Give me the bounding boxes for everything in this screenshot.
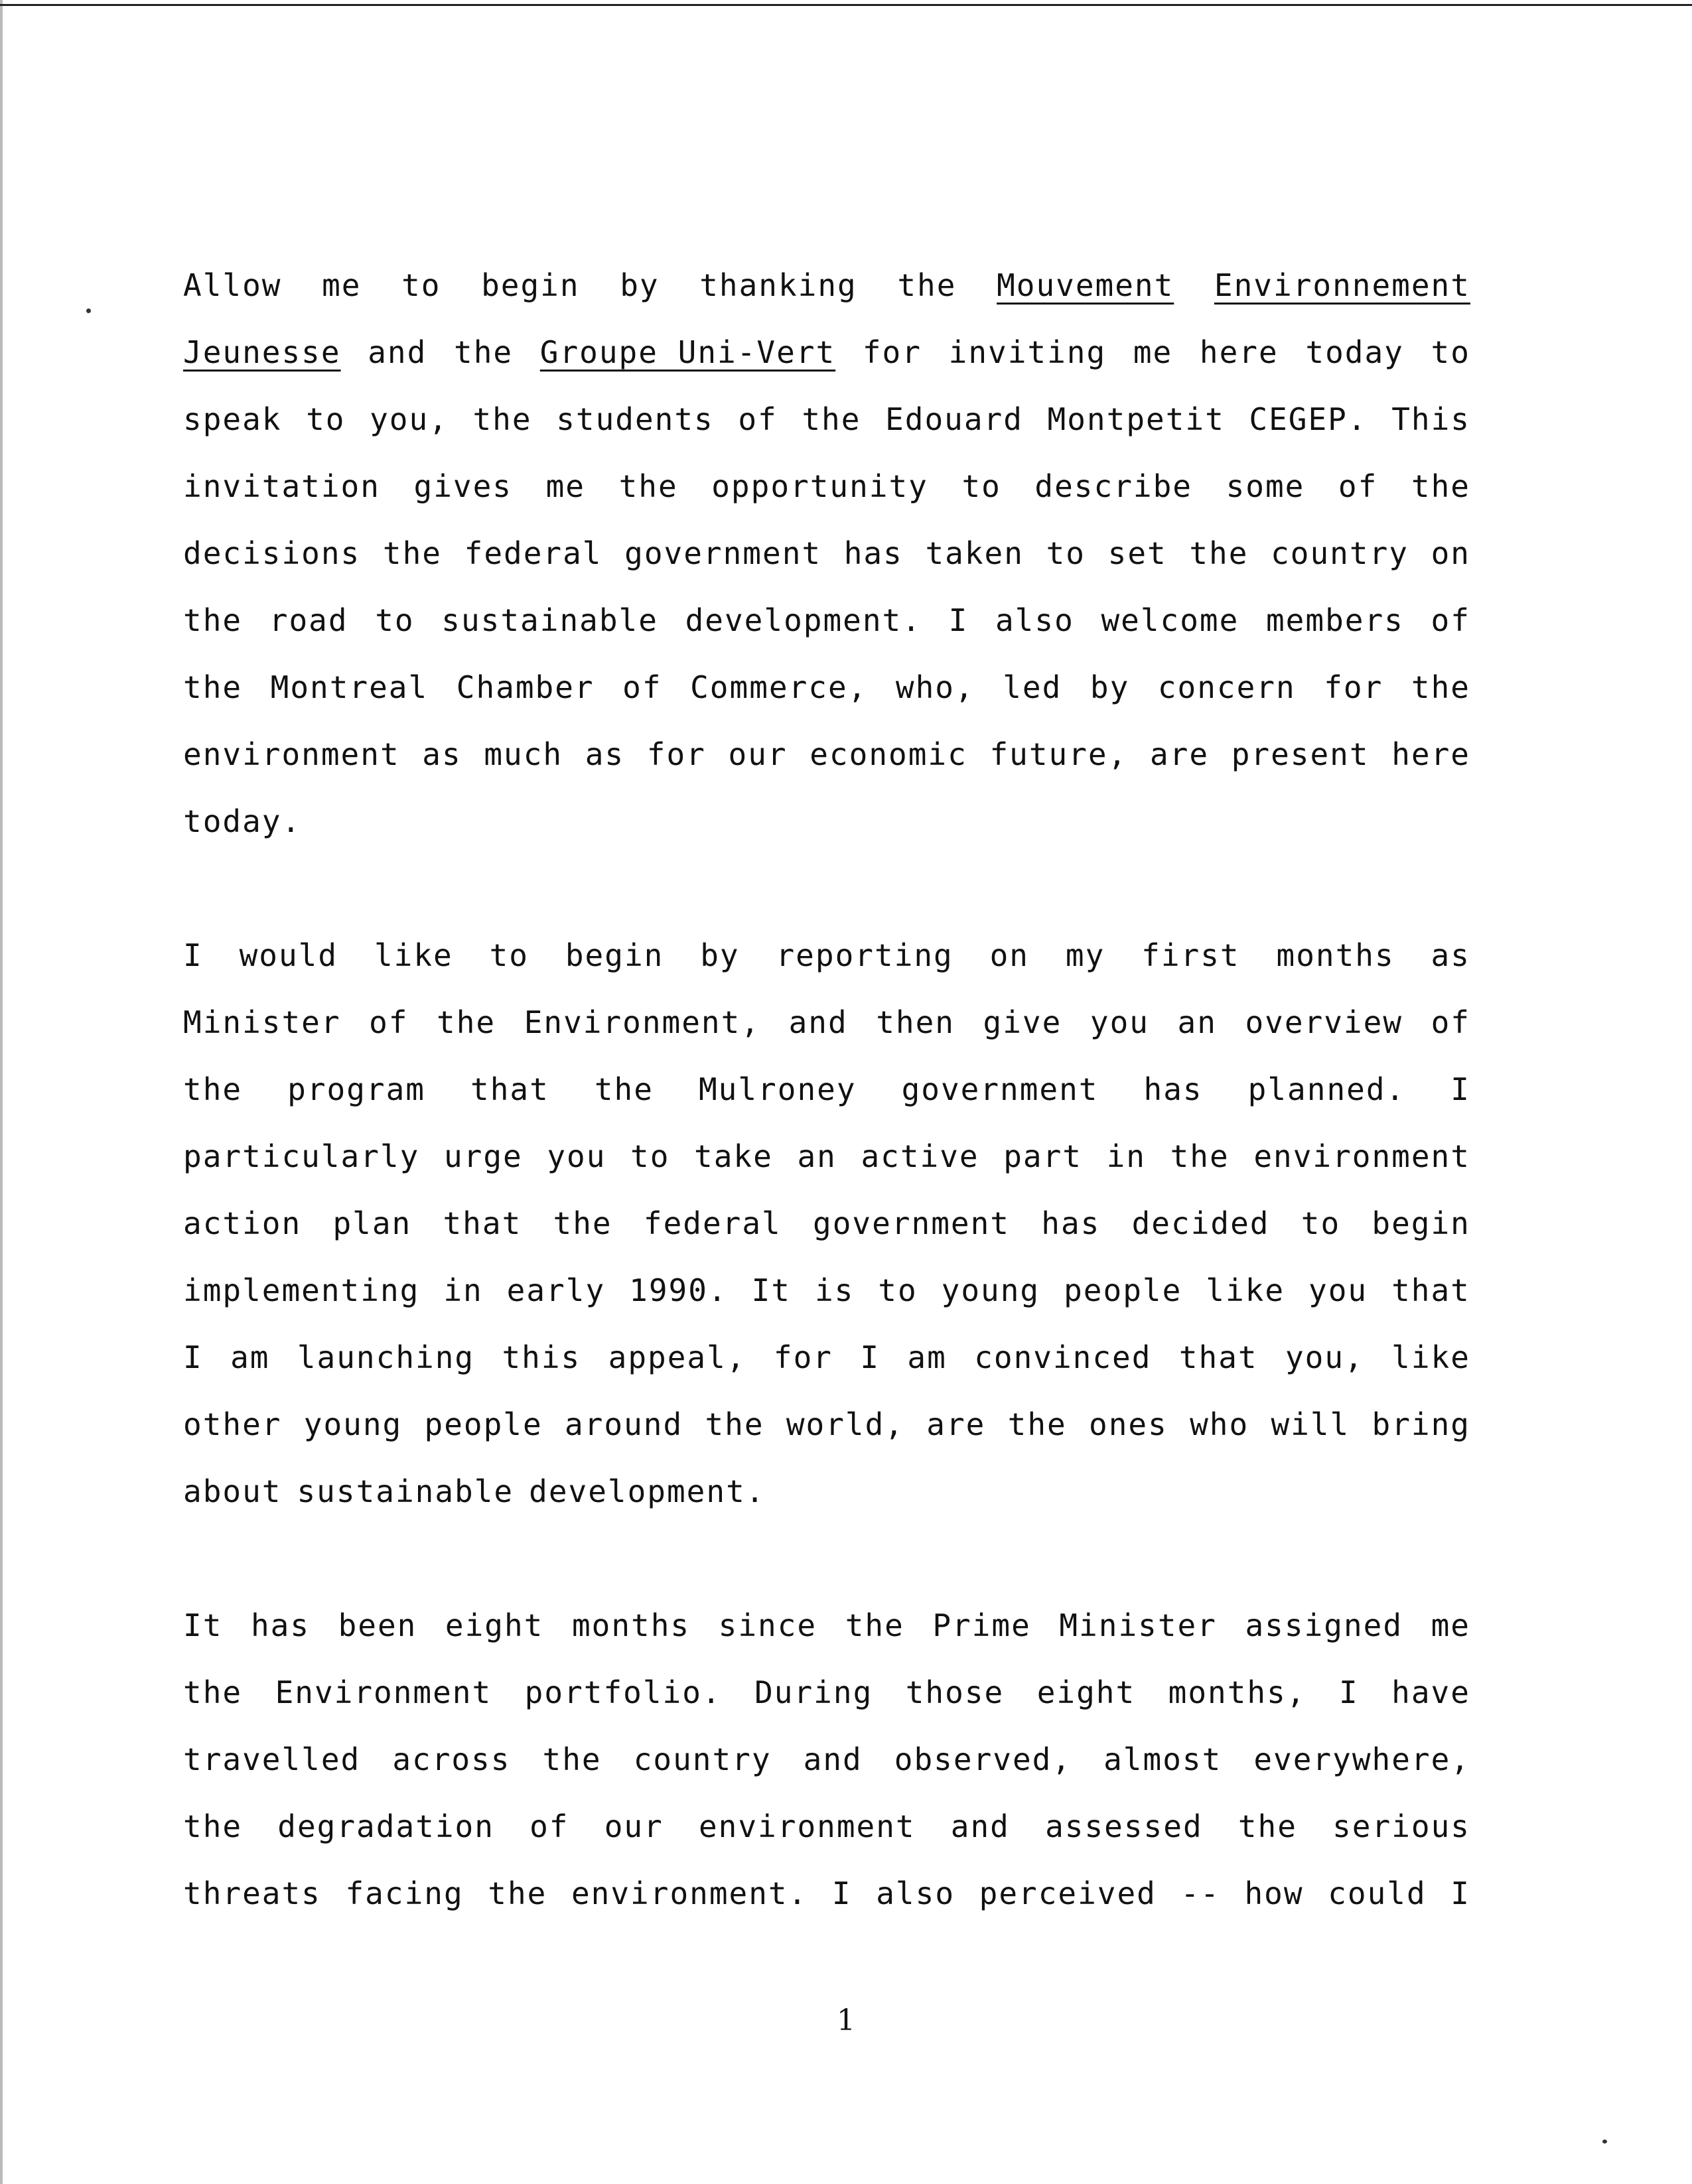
text-line: [183, 922, 1470, 989]
word: government: [901, 1071, 1099, 1107]
word: also: [995, 602, 1074, 638]
word: Allow: [183, 267, 282, 303]
word: welcome: [1101, 602, 1239, 638]
word: like: [1391, 1339, 1470, 1375]
word: has: [1041, 1205, 1101, 1241]
word: decided: [1131, 1205, 1270, 1241]
word: invitation: [183, 468, 380, 504]
word: begin: [1372, 1205, 1470, 1241]
word: you: [1308, 1272, 1368, 1308]
word: that: [443, 1205, 522, 1241]
word: Jeunesse: [183, 334, 341, 370]
word: the: [553, 1205, 612, 1241]
word: convinced: [974, 1339, 1152, 1375]
word: the: [183, 1809, 243, 1844]
text-line: [183, 319, 1470, 386]
word: you,: [370, 401, 449, 437]
text-line: [183, 1056, 1470, 1123]
word: This: [1391, 401, 1470, 437]
word: environment: [183, 736, 400, 772]
document-body: [183, 252, 1470, 1994]
word: an: [797, 1138, 837, 1174]
word: assessed: [1045, 1809, 1203, 1844]
word: in: [443, 1272, 483, 1308]
word: months: [571, 1607, 691, 1643]
text-line: [183, 1659, 1470, 1726]
word: take: [694, 1138, 773, 1174]
word: present: [1231, 736, 1370, 772]
word: to: [401, 267, 441, 303]
word: am: [230, 1339, 270, 1375]
word: and: [788, 1004, 848, 1040]
paragraph: [183, 922, 1470, 1525]
word: the: [382, 535, 442, 571]
word: begin: [565, 937, 664, 973]
word: Groupe Uni-Vert: [539, 334, 836, 370]
word: concern: [1157, 669, 1296, 705]
word: begin: [481, 267, 580, 303]
word: implementing: [183, 1272, 420, 1308]
word: development.: [685, 602, 922, 638]
word: to: [878, 1272, 918, 1308]
word: of: [1338, 468, 1378, 504]
word: the: [1411, 468, 1470, 504]
word: first: [1141, 937, 1240, 973]
word: been: [338, 1607, 417, 1643]
word: reporting: [776, 937, 953, 973]
word: degradation: [277, 1809, 494, 1844]
word: by: [620, 267, 660, 303]
word: world,: [786, 1406, 904, 1442]
scan-left-edge: [0, 0, 3, 2184]
word: then: [876, 1004, 955, 1040]
word: Montpetit: [1047, 401, 1225, 437]
word: I: [1450, 1876, 1470, 1911]
word: has: [843, 535, 903, 571]
word: launching: [297, 1339, 475, 1375]
word: led: [1003, 669, 1062, 705]
text-line: [183, 1592, 1470, 1659]
text-line: [183, 788, 1470, 855]
word: like: [1206, 1272, 1285, 1308]
word: perceived: [979, 1876, 1157, 1911]
word: students: [556, 401, 714, 437]
word: is: [814, 1272, 855, 1308]
word: the: [802, 401, 861, 437]
text-line: [183, 587, 1470, 654]
word: Minister: [1059, 1607, 1217, 1643]
word: since: [718, 1607, 817, 1643]
scan-speck: [1602, 2140, 1607, 2144]
word: people: [424, 1406, 543, 1442]
word: opportunity: [711, 468, 928, 504]
word: to: [1046, 535, 1086, 571]
word: environment: [698, 1809, 916, 1844]
word: Mulroney: [698, 1071, 857, 1107]
word: road: [269, 602, 348, 638]
word: here: [1199, 334, 1279, 370]
word: action: [183, 1205, 302, 1241]
word: Environment: [275, 1674, 492, 1710]
word: the: [1007, 1406, 1067, 1442]
word: young: [941, 1272, 1040, 1308]
word: decisions: [183, 535, 361, 571]
word: part: [1003, 1138, 1082, 1174]
word: for: [646, 736, 706, 772]
text-line: [183, 386, 1470, 453]
word: of: [1431, 1004, 1470, 1040]
word: like: [374, 937, 453, 973]
word: --: [1180, 1876, 1220, 1911]
word: environment: [1253, 1138, 1470, 1174]
text-line: [183, 1324, 1470, 1391]
word: those: [905, 1674, 1005, 1710]
word: of: [529, 1809, 569, 1844]
word: plan: [332, 1205, 412, 1241]
word: During: [754, 1674, 873, 1710]
word: I: [831, 1876, 852, 1911]
word: Prime: [932, 1607, 1031, 1643]
word: the: [183, 1071, 243, 1107]
page-number: 1: [837, 2004, 855, 2037]
text-line: [183, 1190, 1470, 1257]
word: members: [1265, 602, 1404, 638]
word: in: [1106, 1138, 1146, 1174]
word: an: [1177, 1004, 1217, 1040]
word: that: [1391, 1272, 1470, 1308]
word: to: [1301, 1205, 1341, 1241]
word: months: [1276, 937, 1395, 973]
word: me: [1133, 334, 1173, 370]
word: future,: [989, 736, 1128, 772]
paragraph: [183, 1592, 1470, 1927]
word: It: [183, 1607, 223, 1643]
word: the: [1189, 535, 1249, 571]
word: government: [624, 535, 822, 571]
text-line: [183, 1123, 1470, 1190]
text-line: [183, 654, 1470, 721]
word: describe: [1034, 468, 1192, 504]
word: travelled: [183, 1741, 361, 1777]
word: of: [622, 669, 662, 705]
word: my: [1065, 937, 1105, 973]
word: the: [183, 602, 243, 638]
word: Minister: [183, 1004, 341, 1040]
word: the: [488, 1876, 547, 1911]
text-line: [183, 1257, 1470, 1324]
word: the: [1170, 1138, 1230, 1174]
word: I: [860, 1339, 881, 1375]
word: today: [1305, 334, 1404, 370]
word: other: [183, 1406, 282, 1442]
text-line: [183, 1860, 1470, 1927]
word: on: [1431, 535, 1470, 571]
word: CEGEP.: [1249, 401, 1368, 437]
word: particularly: [183, 1138, 420, 1174]
word: the: [472, 401, 532, 437]
word: and: [368, 334, 427, 370]
word: the: [594, 1071, 654, 1107]
word: sustainable: [441, 602, 658, 638]
word: government: [813, 1205, 1010, 1241]
word: program: [287, 1071, 425, 1107]
word: around: [564, 1406, 683, 1442]
word: young: [303, 1406, 403, 1442]
word: to: [306, 401, 346, 437]
word: our: [728, 736, 788, 772]
word: of: [1431, 602, 1470, 638]
word: for: [1324, 669, 1383, 705]
word: I: [183, 937, 203, 973]
word: to: [489, 937, 529, 973]
word: by: [700, 937, 740, 973]
word: are: [926, 1406, 986, 1442]
word: will: [1271, 1406, 1350, 1442]
word: by: [1090, 669, 1130, 705]
word: today.: [183, 803, 302, 839]
word: the: [454, 334, 514, 370]
word: that: [1178, 1339, 1258, 1375]
word: gives: [413, 468, 513, 504]
word: Mouvement: [997, 267, 1174, 303]
word: Edouard: [885, 401, 1023, 437]
word: ones: [1089, 1406, 1168, 1442]
word: who: [1190, 1406, 1249, 1442]
word: active: [861, 1138, 979, 1174]
word: I: [948, 602, 969, 638]
word: for: [862, 334, 922, 370]
word: am: [907, 1339, 947, 1375]
word: here: [1391, 736, 1470, 772]
word: much: [484, 736, 563, 772]
paragraph: [183, 252, 1470, 855]
word: me: [322, 267, 362, 303]
word: 1990.: [629, 1272, 728, 1308]
word: to: [961, 468, 1001, 504]
word: who,: [895, 669, 975, 705]
word: has: [1143, 1071, 1203, 1107]
word: months,: [1168, 1674, 1306, 1710]
word: thanking: [699, 267, 857, 303]
word: Commerce,: [690, 669, 868, 705]
word: of: [369, 1004, 409, 1040]
word: the: [845, 1607, 904, 1643]
word: I: [183, 1339, 203, 1375]
word: appeal,: [608, 1339, 746, 1375]
text-line: [183, 1458, 1470, 1525]
word: give: [983, 1004, 1062, 1040]
word: the: [618, 468, 678, 504]
word: some: [1226, 468, 1305, 504]
word: our: [604, 1809, 664, 1844]
word: Montreal: [270, 669, 429, 705]
scan-speck: [86, 308, 91, 313]
word: how: [1244, 1876, 1304, 1911]
word: urge: [443, 1138, 523, 1174]
word: federal: [643, 1205, 782, 1241]
text-line: [183, 453, 1470, 520]
word: of: [738, 401, 778, 437]
text-line: [183, 1726, 1470, 1793]
word: I: [1338, 1674, 1359, 1710]
word: federal: [464, 535, 602, 571]
word: you: [1090, 1004, 1149, 1040]
word: threats: [183, 1876, 321, 1911]
word: eight: [1036, 1674, 1136, 1710]
word: environment.: [571, 1876, 808, 1911]
word: as: [585, 736, 625, 772]
word: across: [392, 1741, 511, 1777]
text-line: [183, 721, 1470, 788]
word: Environment,: [524, 1004, 761, 1040]
word: could: [1328, 1876, 1427, 1911]
word: speak: [183, 401, 282, 437]
word: the: [183, 669, 243, 705]
word: serious: [1332, 1809, 1470, 1844]
word: country: [1271, 535, 1409, 571]
top-rule: [0, 4, 1692, 6]
text-line: [183, 1391, 1470, 1458]
word: and: [803, 1741, 863, 1777]
word: and: [950, 1809, 1010, 1844]
word: the: [437, 1004, 496, 1040]
word: would: [239, 937, 338, 973]
text-line: [183, 520, 1470, 587]
word: have: [1391, 1674, 1470, 1710]
word: I: [1450, 1071, 1470, 1107]
word: the: [542, 1741, 602, 1777]
word: as: [1431, 937, 1470, 973]
word: to: [375, 602, 415, 638]
word: to: [1431, 334, 1470, 370]
word: has: [250, 1607, 311, 1643]
word: Environnement: [1214, 267, 1470, 303]
text-line: [183, 1793, 1470, 1860]
word: this: [502, 1339, 581, 1375]
word: you: [547, 1138, 606, 1174]
word: the: [1411, 669, 1470, 705]
word: country: [633, 1741, 772, 1777]
word: the: [705, 1406, 764, 1442]
word: that: [470, 1071, 549, 1107]
word: economic: [810, 736, 967, 772]
word: the: [183, 1674, 243, 1710]
word: about: [183, 1473, 282, 1509]
text-line: [183, 252, 1470, 319]
word: It: [751, 1272, 791, 1308]
word: as: [422, 736, 462, 772]
word: eight: [445, 1607, 544, 1643]
word: portfolio.: [524, 1674, 722, 1710]
word: planned.: [1247, 1071, 1406, 1107]
word: taken: [925, 535, 1024, 571]
word: bring: [1372, 1406, 1470, 1442]
word: everywhere,: [1253, 1741, 1470, 1777]
word: for: [773, 1339, 833, 1375]
word: Chamber: [456, 669, 595, 705]
word: the: [897, 267, 957, 303]
word: me: [545, 468, 585, 504]
word: on: [989, 937, 1029, 973]
word: you,: [1285, 1339, 1364, 1375]
word: observed,: [894, 1741, 1072, 1777]
word: sustainable: [297, 1473, 514, 1509]
word: facing: [345, 1876, 464, 1911]
word: early: [506, 1272, 606, 1308]
word: inviting: [948, 334, 1107, 370]
word: to: [630, 1138, 670, 1174]
word: development.: [529, 1473, 766, 1509]
word: also: [876, 1876, 955, 1911]
word: are: [1149, 736, 1210, 772]
word: people: [1064, 1272, 1182, 1308]
word: me: [1431, 1607, 1470, 1643]
text-line: [183, 989, 1470, 1056]
word: almost: [1103, 1741, 1222, 1777]
word: assigned: [1245, 1607, 1403, 1643]
word: the: [1237, 1809, 1297, 1844]
word: set: [1107, 535, 1167, 571]
word: overview: [1245, 1004, 1403, 1040]
